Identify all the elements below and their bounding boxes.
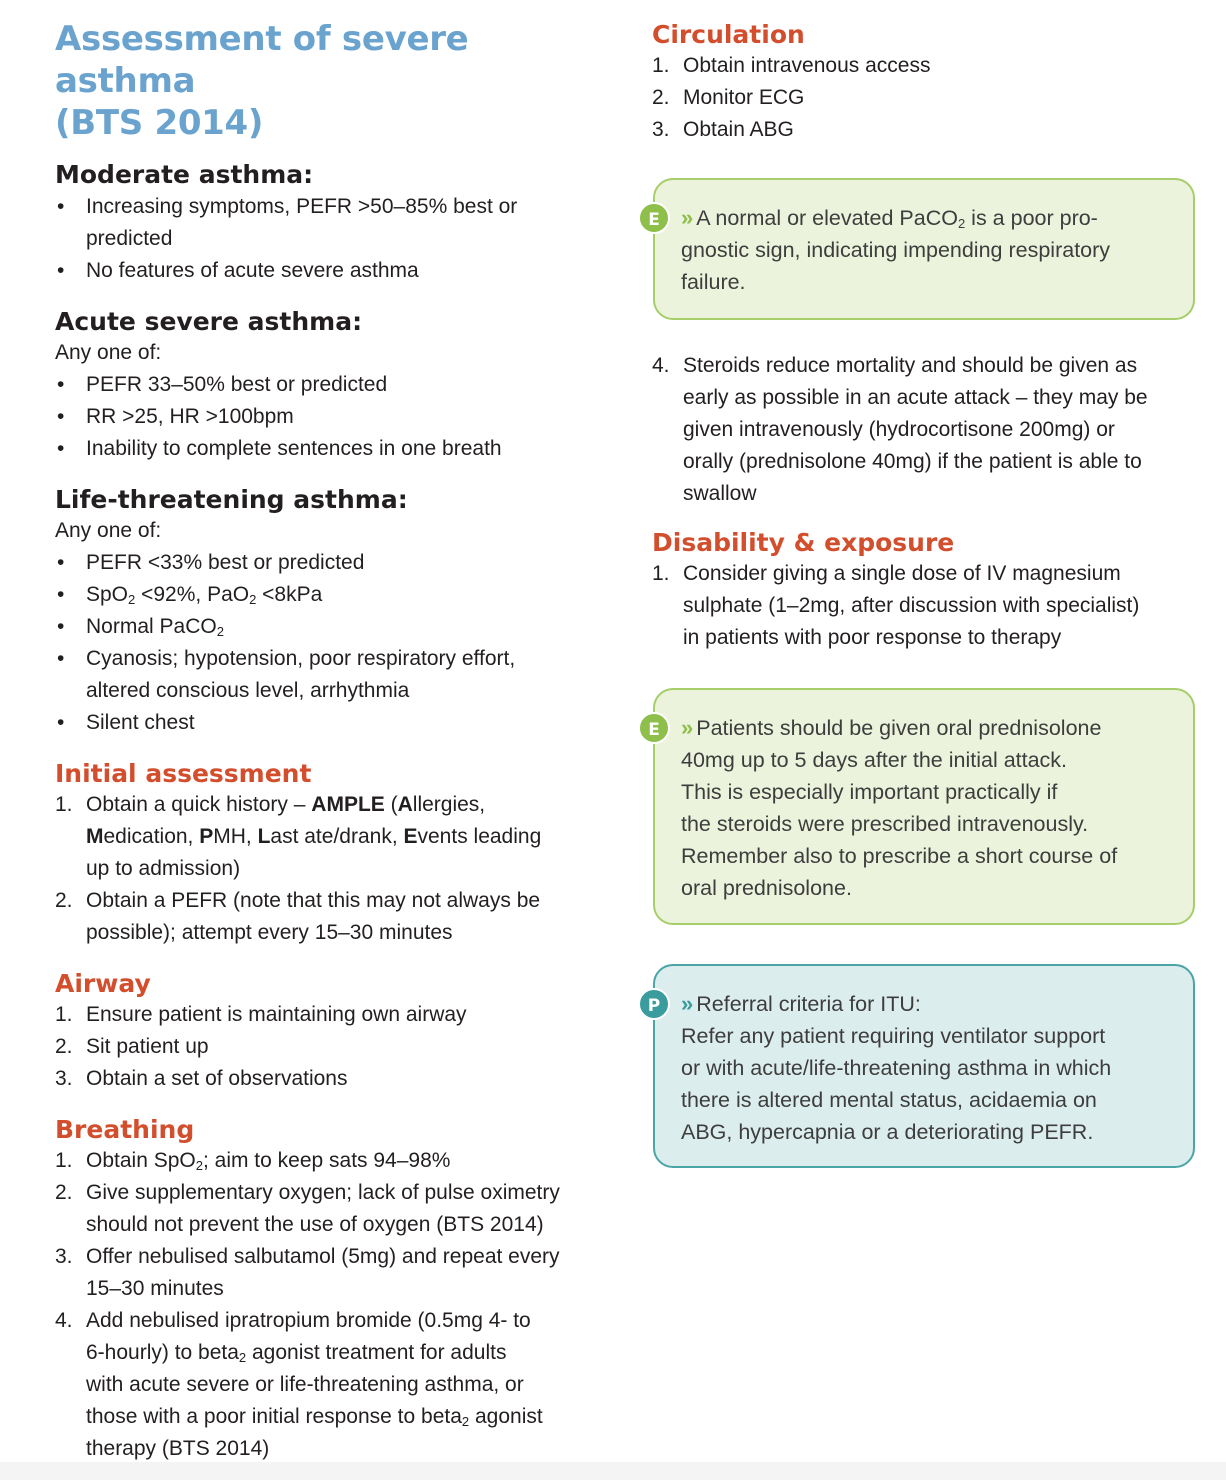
list-item — [652, 558, 1197, 654]
item-number: 3. — [55, 1245, 73, 1268]
acronym-letter: P — [199, 825, 214, 848]
ample-acronym: AMPLE — [311, 793, 385, 816]
acute-intro: Any one of: — [55, 341, 162, 364]
callout-line: Remember also to prescribe a short course of — [681, 844, 1118, 868]
text-fragment: agonist treatment for adults — [246, 1341, 507, 1364]
item-number: 2. — [55, 889, 73, 912]
item-number: 3. — [55, 1067, 73, 1090]
subscript: 2 — [957, 216, 966, 231]
text-fragment: MH, — [213, 825, 258, 848]
disability-heading: Disability & exposure — [652, 528, 955, 557]
item-number: 2. — [55, 1181, 73, 1204]
list-item — [55, 191, 615, 255]
text-fragment: Patients should be given oral prednisolone — [696, 716, 1102, 740]
list-item — [55, 1241, 615, 1305]
circulation-list-continued — [652, 350, 1197, 510]
item-number: 4. — [55, 1309, 73, 1332]
list-item-line: Steroids reduce mortality and should be given as — [683, 354, 1138, 377]
bottom-strip — [0, 1462, 1226, 1480]
text-fragment: agonist — [469, 1405, 543, 1428]
callout-line: ABG, hypercapnia or a deteriorating PEFR. — [681, 1120, 1094, 1144]
list-item-text: • Cyanosis; hypotension, poor respiratory effort, — [86, 647, 516, 670]
list-item — [652, 350, 1197, 510]
text-fragment: SpO — [86, 583, 129, 606]
left-column — [55, 18, 615, 1465]
callout-line: there is altered mental status, acidaemia on — [681, 1088, 1097, 1112]
acronym-letter: L — [257, 825, 271, 848]
list-item-line: Give supplementary oxygen; lack of pulse oximetry — [86, 1181, 560, 1204]
double-chevron-icon: » — [681, 715, 691, 740]
text-fragment: Normal PaCO — [86, 615, 217, 638]
life-intro: Any one of: — [55, 519, 162, 542]
evidence-callout-box — [648, 178, 1195, 320]
subscript: 2 — [238, 1350, 247, 1365]
list-item-line: swallow — [683, 482, 757, 505]
list-item — [55, 401, 615, 433]
double-chevron-icon: » — [681, 991, 691, 1016]
disability-list — [652, 558, 1197, 654]
text-fragment: ast ate/drank, — [270, 825, 404, 848]
list-item — [55, 1177, 615, 1241]
life-heading: Life-threatening asthma: — [55, 485, 408, 514]
text-fragment: Obtain a quick history – — [86, 793, 312, 816]
initial-heading: Initial assessment — [55, 759, 312, 788]
list-item — [55, 547, 615, 579]
title-line-1: Assessment of severe asthma — [55, 19, 469, 101]
callout-line: 40mg up to 5 days after the initial attack. — [681, 748, 1068, 772]
list-item-line: up to admission) — [86, 857, 241, 880]
list-item-line: sulphate (1–2mg, after discussion with specialist) — [683, 594, 1140, 617]
list-item-line: Offer nebulised salbutamol (5mg) and repeat every — [86, 1245, 560, 1268]
list-item-text: Silent chest — [86, 711, 195, 734]
list-item-line: with acute severe or life-threatening asthma, or — [86, 1373, 524, 1396]
text-fragment: <92%, PaO — [135, 583, 250, 606]
list-item-text: Sit patient up — [86, 1035, 209, 1058]
title-line-2: (BTS 2014) — [55, 103, 264, 143]
text-fragment: Obtain SpO — [86, 1149, 196, 1172]
acronym-letter: E — [403, 825, 418, 848]
list-item-text: Monitor ECG — [683, 86, 805, 109]
callout-line: gnostic sign, indicating impending respiratory — [681, 238, 1111, 262]
acronym-letter: M — [86, 825, 104, 848]
evidence-callout-box — [648, 688, 1195, 925]
evidence-badge-icon: E — [638, 712, 670, 744]
list-item-line — [86, 821, 615, 853]
item-number: 2. — [652, 86, 670, 109]
practice-badge-icon: P — [638, 988, 670, 1020]
callout-line: This is especially important practically if — [681, 780, 1058, 804]
acute-heading: Acute severe asthma: — [55, 307, 363, 336]
callout-line: the steroids were prescribed intravenously. — [681, 812, 1089, 836]
list-item — [55, 789, 615, 885]
evidence-badge-icon: E — [638, 202, 670, 234]
list-item — [55, 1063, 615, 1095]
airway-heading: Airway — [55, 969, 151, 998]
list-item — [55, 1031, 615, 1063]
list-item-line: in patients with poor response to therapy — [683, 626, 1062, 649]
list-item — [55, 255, 615, 287]
text-fragment: edication, — [103, 825, 200, 848]
callout-line — [681, 712, 1167, 744]
subscript: 2 — [249, 592, 257, 607]
breathing-heading: Breathing — [55, 1115, 195, 1144]
list-item — [652, 50, 1197, 82]
list-item-line — [86, 1337, 615, 1369]
list-item — [55, 1305, 615, 1465]
double-chevron-icon: » — [681, 205, 691, 230]
item-number: 2. — [55, 1035, 73, 1058]
practice-callout-box — [647, 964, 1195, 1168]
list-item-text: Inability to complete sentences in one breath — [86, 437, 502, 460]
list-item — [652, 114, 1197, 146]
list-item-line: should not prevent the use of oxygen (BTS 2014) — [86, 1213, 544, 1236]
list-item — [55, 433, 615, 465]
list-item-text: PEFR <33% best or predicted — [86, 551, 365, 574]
text-fragment: vents leading — [417, 825, 542, 848]
item-number: 1. — [55, 1003, 73, 1026]
list-item-line — [86, 1401, 615, 1433]
list-item — [55, 579, 615, 611]
callout-line — [681, 202, 1167, 234]
list-item-text: Ensure patient is maintaining own airway — [86, 1003, 467, 1026]
list-item — [55, 643, 615, 707]
text-fragment: ; aim to keep sats 94–98% — [202, 1149, 451, 1172]
item-number: 1. — [55, 1149, 73, 1172]
moderate-list — [55, 191, 615, 287]
list-item-line — [86, 789, 615, 821]
subscript: 2 — [128, 592, 136, 607]
callout-line: or with acute/life-threatening asthma in which — [681, 1056, 1112, 1080]
breathing-list — [55, 1145, 615, 1465]
list-item-text: PEFR 33–50% best or predicted — [86, 373, 388, 396]
list-item-line: given intravenously (hydrocortisone 200mg) or — [683, 418, 1115, 441]
item-number: 3. — [652, 118, 670, 141]
list-item — [55, 1145, 615, 1177]
list-item-text: • Increasing symptoms, PEFR >50–85% best or — [86, 195, 518, 218]
list-item-text: RR >25, HR >100bpm — [86, 405, 294, 428]
list-item — [55, 611, 615, 643]
list-item-line: therapy (BTS 2014) — [86, 1437, 270, 1460]
circulation-list — [652, 50, 1197, 146]
acute-list — [55, 369, 615, 465]
list-item-line: Obtain a PEFR (note that this may not always be — [86, 889, 541, 912]
text-fragment: <8kPa — [256, 583, 323, 606]
list-item-text: altered conscious level, arrhythmia — [86, 679, 410, 702]
list-item — [55, 885, 615, 949]
circulation-heading: Circulation — [652, 20, 805, 49]
text-fragment: is a poor pro- — [965, 206, 1098, 230]
list-item-line: possible); attempt every 15–30 minutes — [86, 921, 453, 944]
text-fragment: Referral criteria for ITU: — [696, 992, 921, 1016]
list-item — [55, 707, 615, 739]
item-number: 1. — [55, 793, 73, 816]
item-number: 4. — [652, 354, 670, 377]
text-fragment: those with a poor initial response to beta — [86, 1405, 462, 1428]
text-fragment: A normal or elevated PaCO — [696, 206, 958, 230]
list-item-line: early as possible in an acute attack – they may be — [683, 386, 1148, 409]
subscript: 2 — [195, 1158, 203, 1173]
subscript: 2 — [461, 1414, 470, 1429]
airway-list — [55, 999, 615, 1095]
item-number: 1. — [652, 562, 670, 585]
list-item-line: Add nebulised ipratropium bromide (0.5mg 4- to — [86, 1309, 531, 1332]
list-item-text: No features of acute severe asthma — [86, 259, 419, 282]
subscript: 2 — [216, 624, 224, 639]
text-fragment: 6-hourly) to beta — [86, 1341, 239, 1364]
page-title — [55, 18, 615, 144]
text-fragment: ( — [384, 793, 398, 816]
list-item — [652, 82, 1197, 114]
item-number: 1. — [652, 54, 670, 77]
list-item-text: Obtain ABG — [683, 118, 794, 141]
initial-list — [55, 789, 615, 949]
callout-line: oral prednisolone. — [681, 876, 852, 900]
list-item-text: predicted — [86, 227, 173, 250]
list-item-line: orally (prednisolone 40mg) if the patient is able to — [683, 450, 1142, 473]
list-item — [55, 999, 615, 1031]
acronym-letter: A — [397, 793, 413, 816]
list-item-text: Obtain intravenous access — [683, 54, 931, 77]
list-item-line: 15–30 minutes — [86, 1277, 224, 1300]
callout-line — [681, 988, 1167, 1020]
list-item-line: Consider giving a single dose of IV magnesium — [683, 562, 1121, 585]
list-item — [55, 369, 615, 401]
life-list — [55, 547, 615, 739]
list-item-text: Obtain a set of observations — [86, 1067, 348, 1090]
moderate-heading: Moderate asthma: — [55, 160, 314, 189]
callout-line: Refer any patient requiring ventilator support — [681, 1024, 1106, 1048]
text-fragment: llergies, — [412, 793, 486, 816]
callout-line: failure. — [681, 270, 746, 294]
